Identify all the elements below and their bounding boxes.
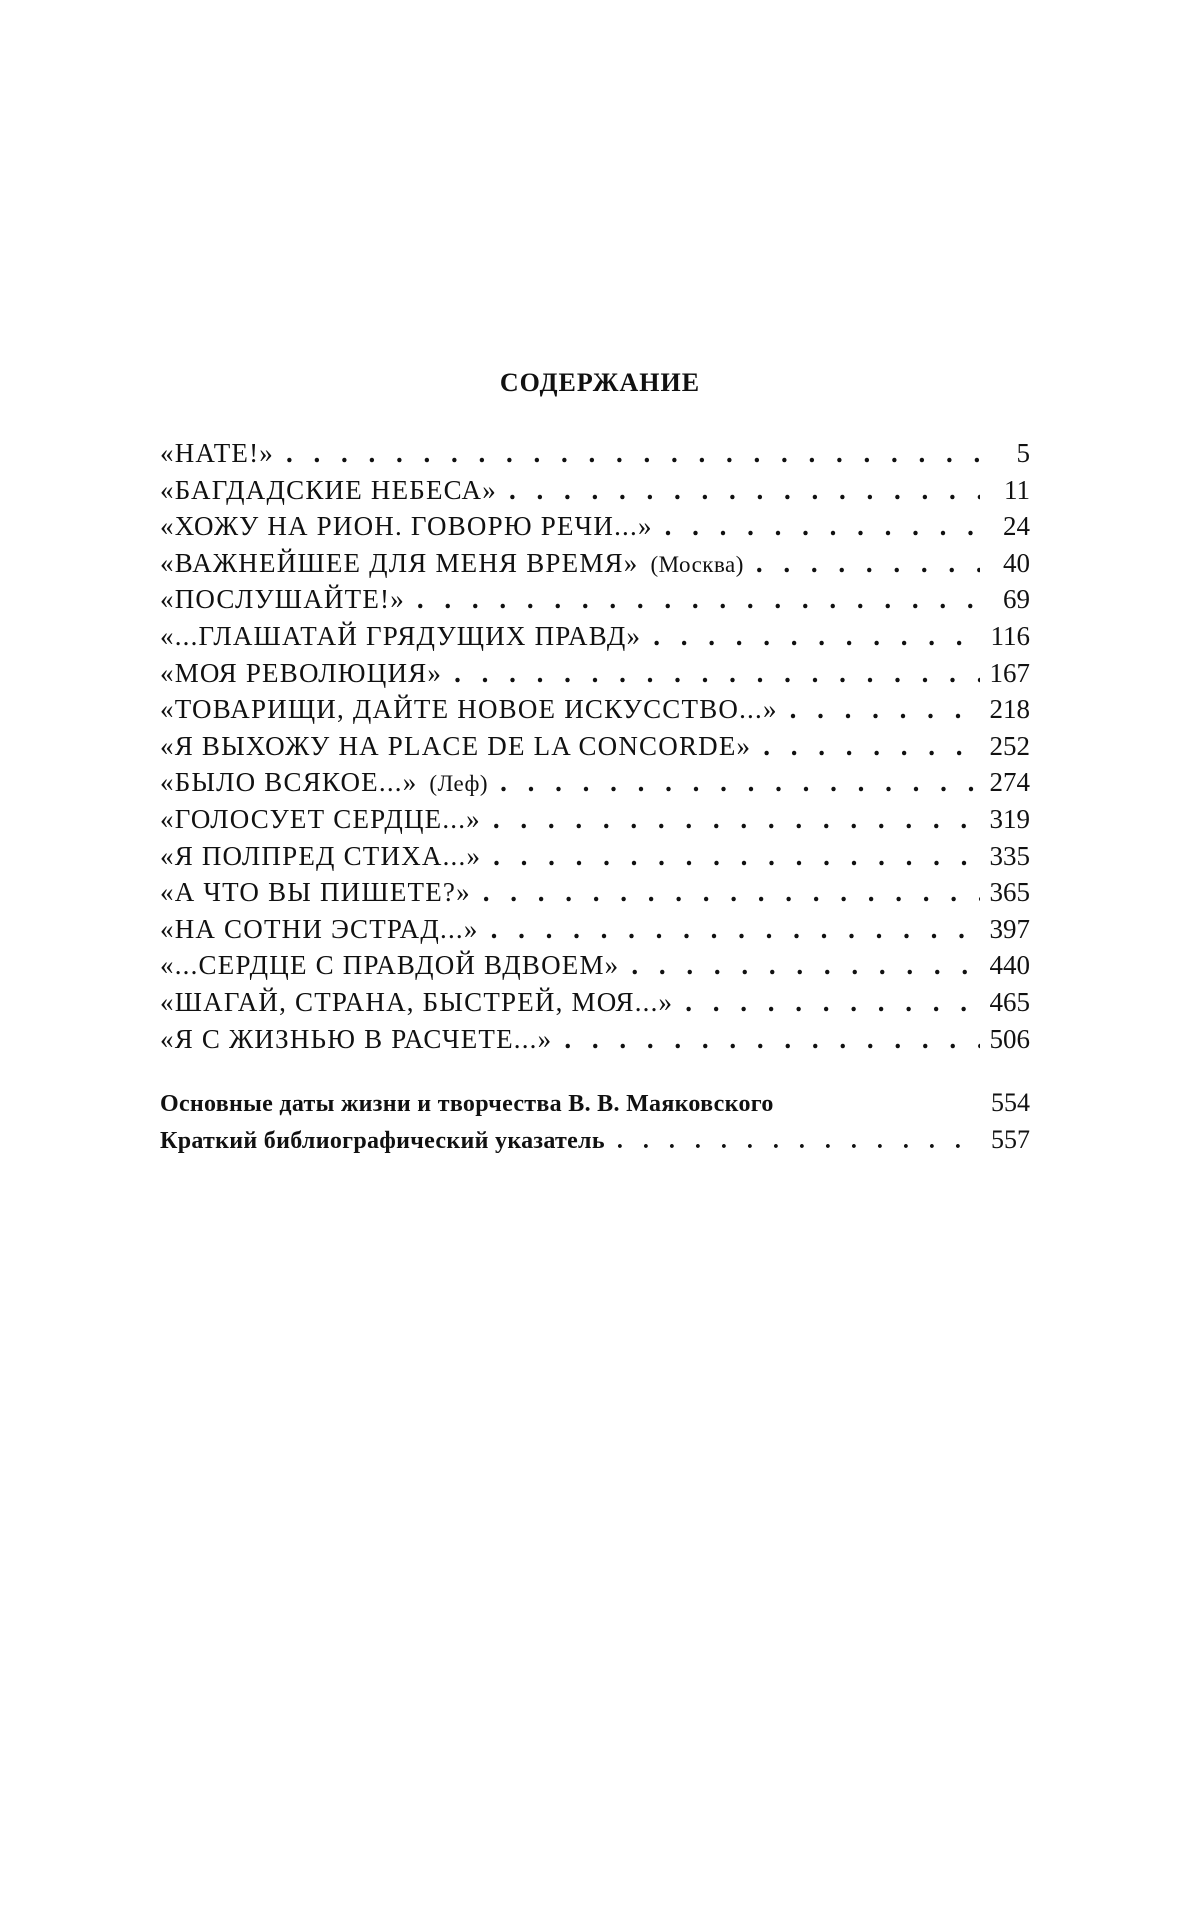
toc-entry-title: «Я ВЫХОЖУ НА PLACE DE LA CONCORDE» [160,730,752,761]
toc-dot-leader [479,914,980,945]
toc-entry-title: «А ЧТО ВЫ ПИШЕТЕ?» [160,877,471,908]
toc-list [160,438,1030,1060]
toc-page-number: 397 [989,913,1030,944]
toc-entry [160,511,1030,548]
toc-dot-leader [497,475,980,506]
toc-dot-leader [274,438,980,469]
toc-page-number: 365 [989,877,1030,908]
toc-entry-title: «ПОСЛУШАЙТЕ!» [160,584,405,615]
toc-entry-title: «ТОВАРИЩИ, ДАЙТЕ НОВОЕ ИСКУССТВО...» [160,694,778,725]
toc-dot-leader [481,841,980,872]
toc-dot-leader [405,584,980,615]
toc-page-number: 167 [989,657,1030,688]
appendix-entry [160,1125,1030,1162]
toc-entry [160,475,1030,512]
toc-page-number: 24 [1003,511,1030,542]
toc-dot-leader [471,877,980,908]
toc-page-number: 69 [1003,584,1030,615]
toc-page-number: 40 [1003,547,1030,578]
toc-page-number: 319 [989,803,1030,834]
toc-entry [160,1024,1030,1061]
toc-dot-leader [744,548,980,579]
toc-entry-title: «Я С ЖИЗНЬЮ В РАСЧЕТЕ...» [160,1023,553,1054]
toc-page-number: 5 [1016,438,1030,468]
toc-entry-title: «НАТЕ!» [160,438,275,468]
toc-entry-title: «НА СОТНИ ЭСТРАД...» [160,913,479,944]
toc-entry [160,584,1030,621]
toc-entry [160,694,1030,731]
toc-dot-leader [605,1128,980,1155]
toc-entry [160,438,1030,475]
toc-entry [160,658,1030,695]
toc-entry [160,950,1030,987]
toc-entry-title: «МОЯ РЕВОЛЮЦИЯ» [160,657,443,688]
toc-entry-title: «БЫЛО ВСЯКОЕ...» [160,767,418,798]
appendix-entry-title: Основные даты жизни и творчества В. В. Маяковского [160,1091,774,1117]
toc-dot-leader [488,767,980,798]
toc-entry-title: «ШАГАЙ, СТРАНА, БЫСТРЕЙ, МОЯ...» [160,986,674,1017]
toc-dot-leader [751,731,980,762]
toc-page-number: 506 [989,1023,1030,1054]
toc-page-number: 252 [989,730,1030,761]
toc-dot-leader [778,694,980,725]
appendix-page-number: 554 [991,1088,1030,1117]
appendix-list [160,1088,1030,1162]
toc-dot-leader [619,950,980,981]
toc-page-number: 218 [989,694,1030,725]
toc-entry-note: (Москва) [650,551,744,577]
toc-entry-title: «ХОЖУ НА РИОН. ГОВОРЮ РЕЧИ...» [160,511,653,542]
toc-page-number: 440 [989,950,1030,981]
toc-entry [160,804,1030,841]
appendix-entry [160,1088,1030,1125]
toc-entry [160,877,1030,914]
toc-entry-title: «ГОЛОСУЕТ СЕРДЦЕ...» [160,803,481,834]
toc-dot-leader [481,804,980,835]
toc-dot-leader [552,1024,980,1055]
toc-dot-leader [673,987,980,1018]
toc-entry-title: «...СЕРДЦЕ С ПРАВДОЙ ВДВОЕМ» [160,950,620,981]
toc-page-number: 274 [989,767,1030,798]
toc-entry-note: (Леф) [429,771,489,797]
toc-entry-title: «...ГЛАШАТАЙ ГРЯДУЩИХ ПРАВД» [160,620,642,651]
toc-page-number: 465 [989,986,1030,1017]
toc-entry [160,621,1030,658]
toc-dot-leader [641,621,980,652]
toc-entry-title: «БАГДАДСКИЕ НЕБЕСА» [160,474,497,505]
toc-title: СОДЕРЖАНИЕ [499,368,701,397]
toc-entry [160,731,1030,768]
toc-page-number: 335 [989,840,1030,871]
toc-entry [160,914,1030,951]
toc-entry [160,987,1030,1024]
toc-page-number: 116 [990,620,1030,651]
toc-entry-title: «Я ПОЛПРЕД СТИХА...» [160,840,482,871]
appendix-page-number: 557 [991,1125,1030,1154]
toc-entry [160,767,1030,804]
toc-entry [160,841,1030,878]
toc-entry-title: «ВАЖНЕЙШЕЕ ДЛЯ МЕНЯ ВРЕМЯ» [160,547,639,578]
toc-dot-leader [442,658,980,689]
toc-dot-leader [653,511,980,542]
toc-page-number: 11 [1004,474,1030,505]
appendix-entry-title: Краткий библиографический указатель [160,1128,605,1154]
toc-entry [160,548,1030,585]
